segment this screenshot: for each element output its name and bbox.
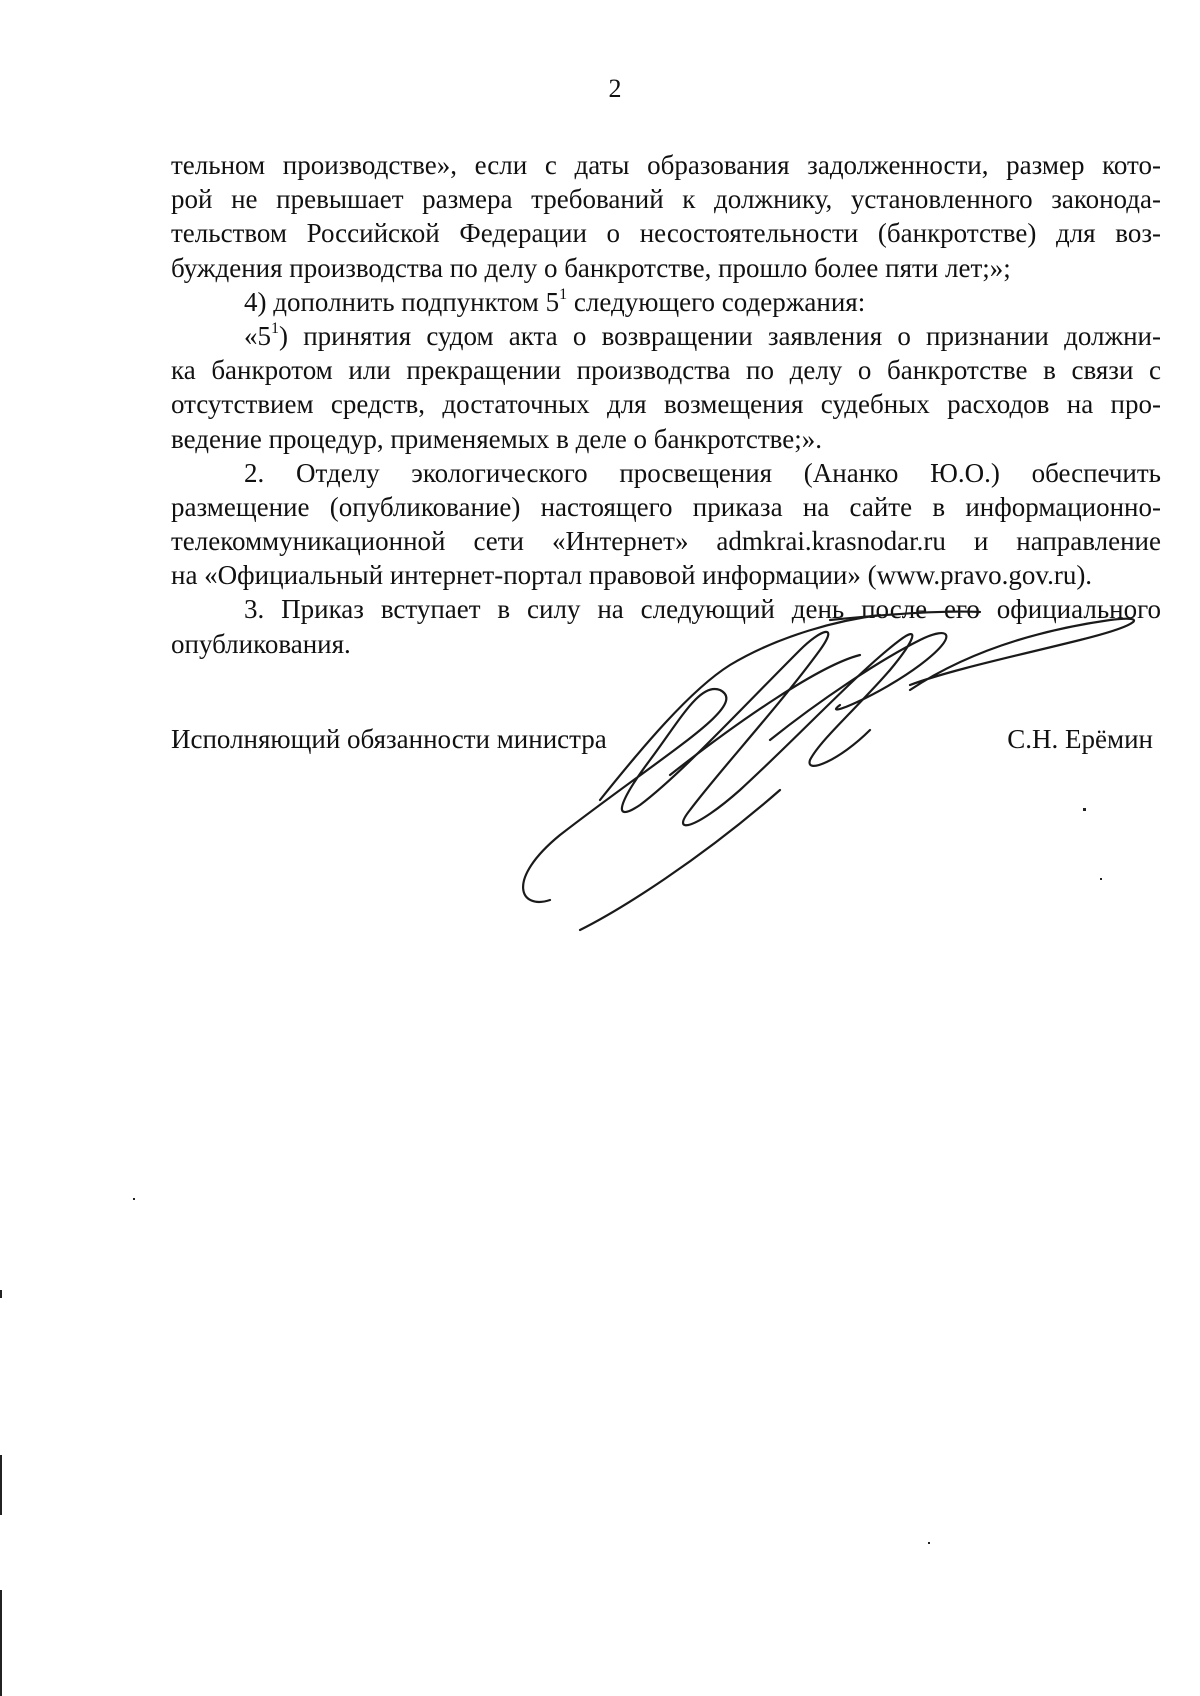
scan-edge-mark <box>0 1290 2 1298</box>
scan-dot <box>1083 808 1086 811</box>
superscript: 1 <box>559 285 568 303</box>
text-line: телекоммуникационной сети «Интернет» admkrai.krasnodar.ru и направление <box>171 526 1161 557</box>
text-line: размещение (опубликование) настоящего приказа на сайте в информационно- <box>171 491 1161 522</box>
quote-text: ) принятия судом акта о возвращении заявления о признании должни- <box>279 320 1161 351</box>
text-line <box>171 285 1161 319</box>
text-line: отсутствием средств, достаточных для возмещения судебных расходов на про- <box>171 389 1161 420</box>
item-4-text: 4) дополнить подпунктом 5 <box>244 286 560 317</box>
text-line: ка банкротом или прекращении производства по делу о банкротстве в связи с <box>171 355 1161 386</box>
scan-dot <box>928 1542 930 1544</box>
text-line: тельном производстве», если с даты образования задолженности, размер кото- <box>171 150 1161 180</box>
text-line: рой не превышает размера требований к должнику, установленного законода- <box>171 184 1161 215</box>
scan-dot <box>133 1198 135 1200</box>
signer-name: С.Н. Ерёмин <box>1007 724 1153 754</box>
text-line: тельством Российской Федерации о несостоятельности (банкротстве) для воз- <box>171 218 1161 249</box>
text-line: опубликования. <box>171 628 351 659</box>
scan-dot <box>1100 878 1102 880</box>
item-4-text-end: следующего содержания: <box>567 286 866 317</box>
text-line: ведение процедур, применяемых в деле о банкротстве;». <box>171 423 822 454</box>
text-line: буждения производства по делу о банкротстве, прошло более пяти лет;»; <box>171 252 1011 283</box>
superscript: 1 <box>271 319 279 337</box>
scan-edge-mark <box>0 1455 2 1515</box>
signer-title: Исполняющий обязанности министра <box>171 724 607 754</box>
handwritten-signature <box>520 610 1180 950</box>
text-line: на «Официальный интернет-портал правовой информации» (www.pravo.gov.ru). <box>171 560 1093 591</box>
quote-start: «5 <box>244 320 271 351</box>
document-body <box>171 148 1161 661</box>
scan-edge-mark <box>0 1590 2 1696</box>
page-number: 2 <box>608 74 622 103</box>
text-line: 3. Приказ вступает в силу на следующий день после его официального <box>244 594 1161 625</box>
text-line <box>171 319 1161 353</box>
text-line: 2. Отделу экологического просвещения (Ананко Ю.О.) обеспечить <box>244 457 1161 488</box>
